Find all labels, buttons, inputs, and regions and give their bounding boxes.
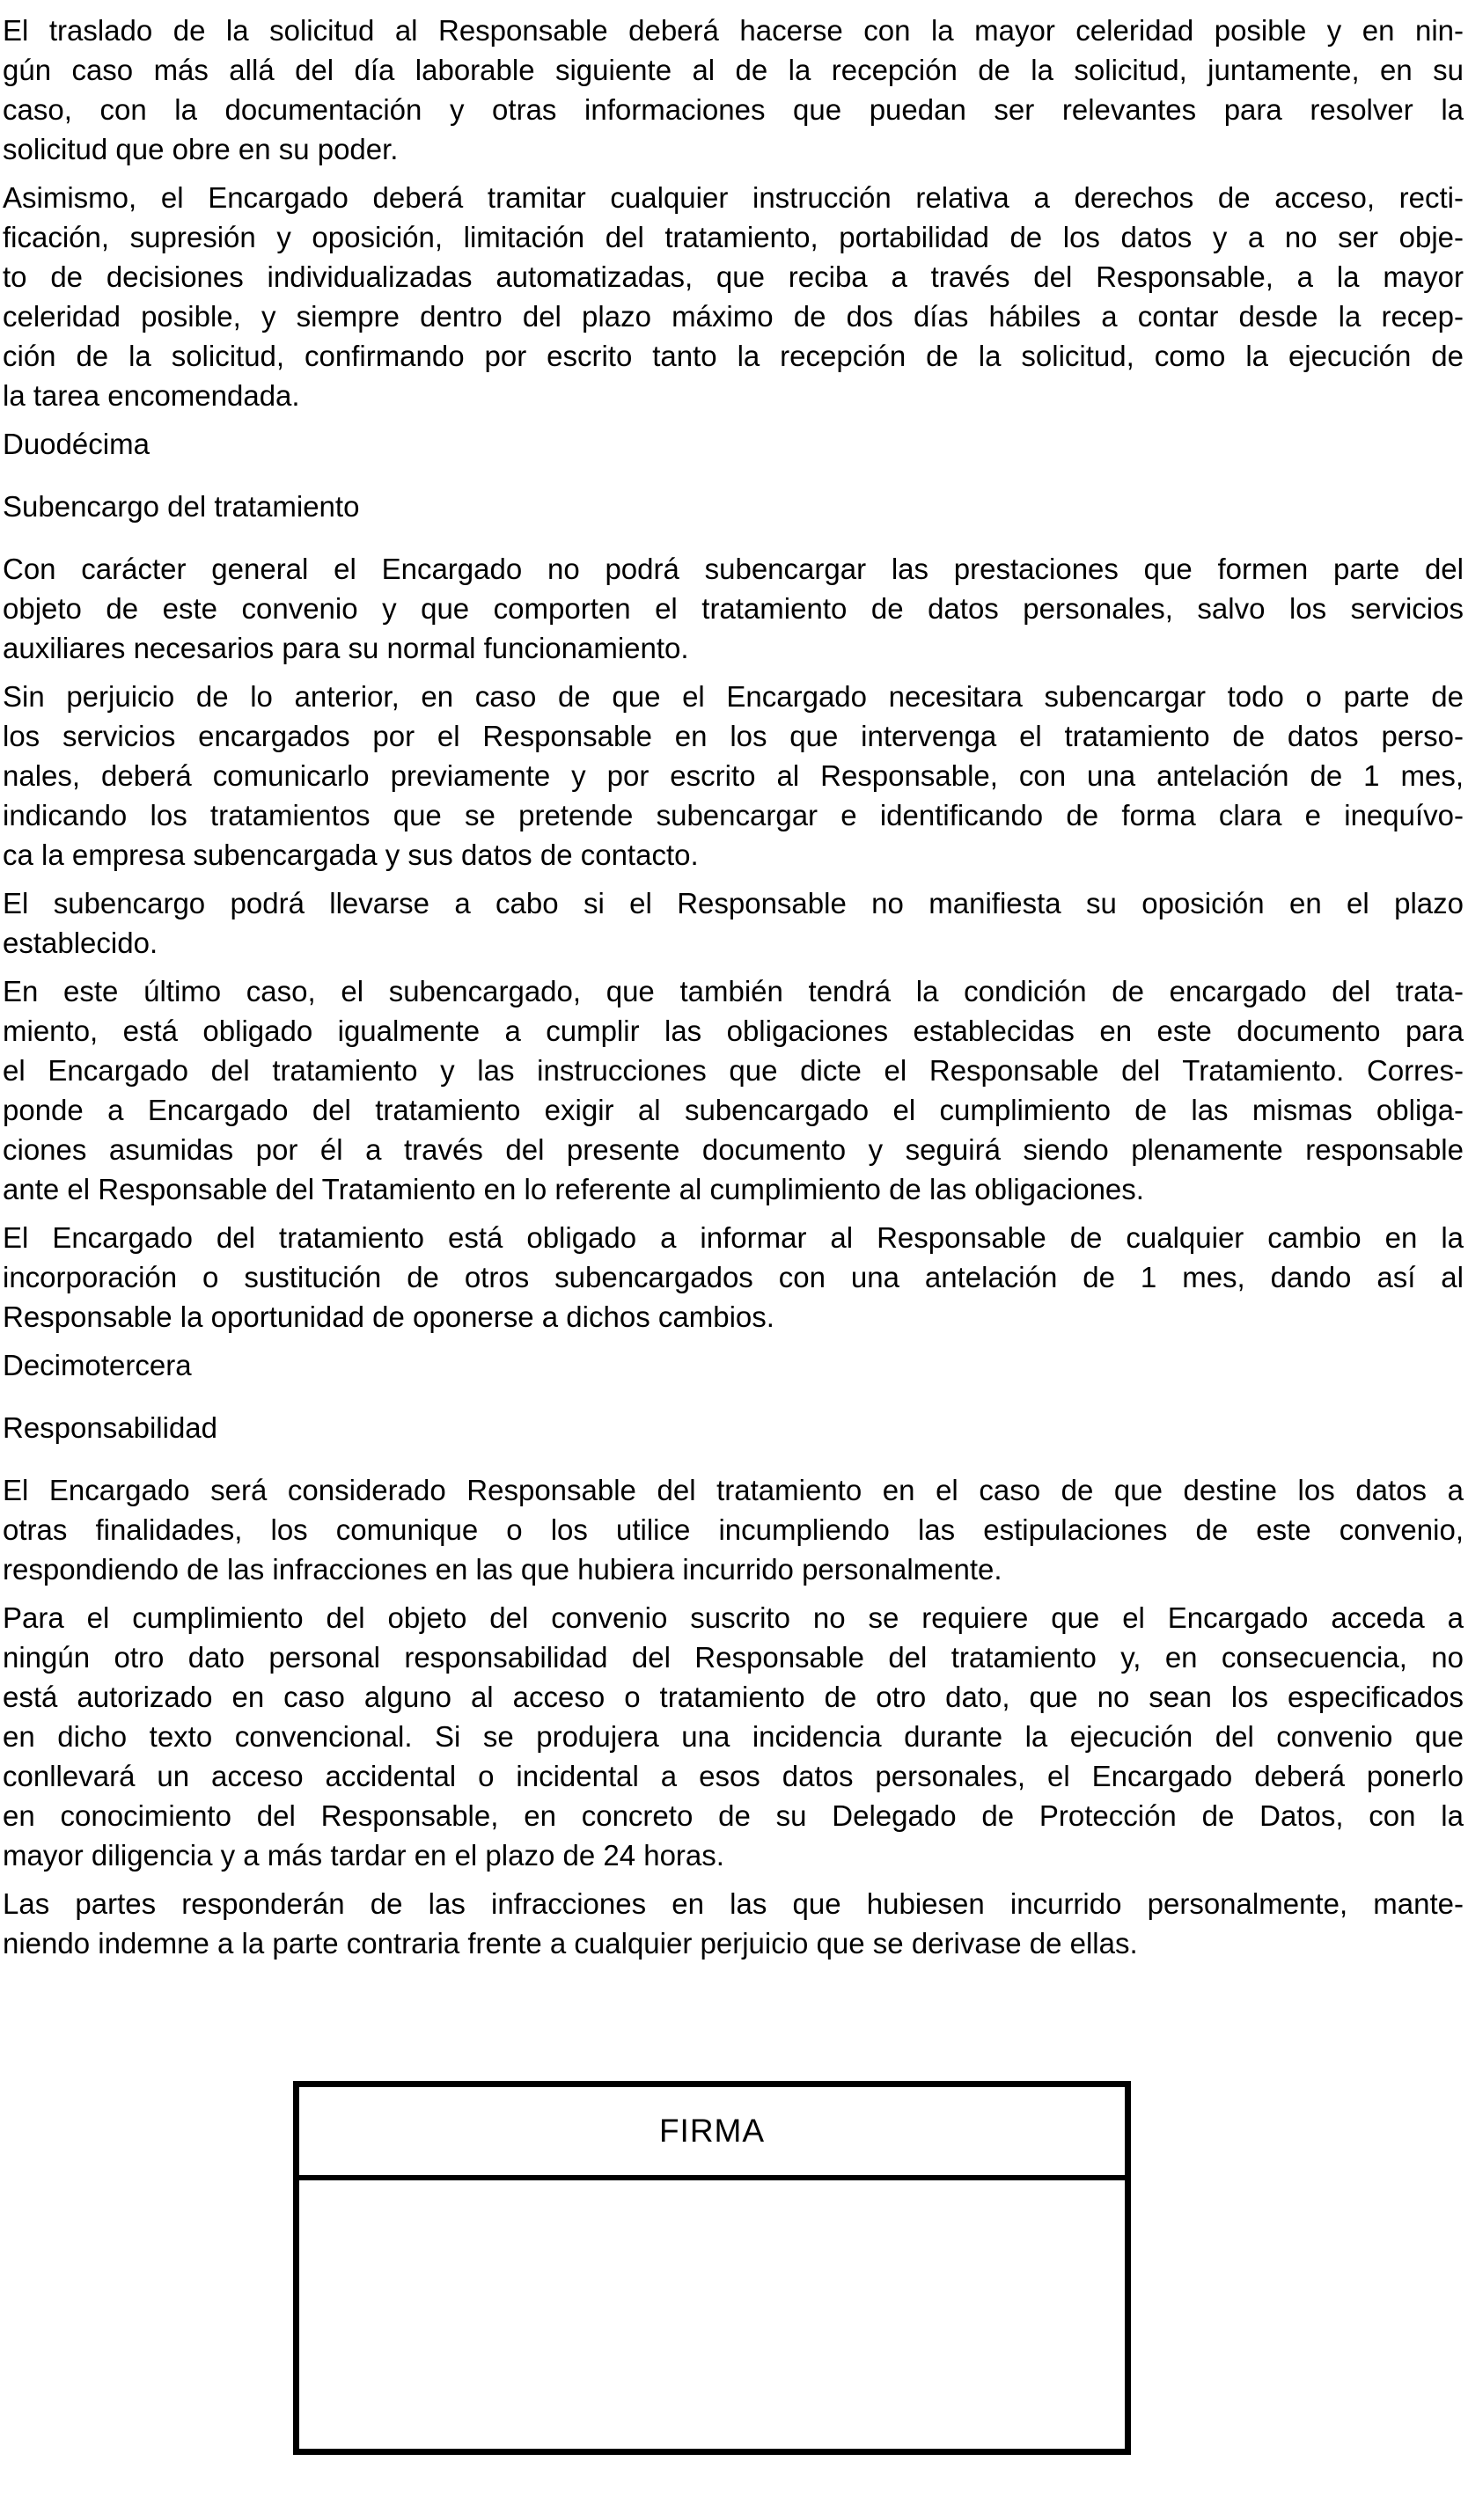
text-line: El Encargado del tratamiento está obligado a informar al Responsable de cualquier cambio en la — [3, 1221, 1464, 1254]
text-line: otras finalidades, los comunique o los utilice incumpliendo las estipulaciones de este convenio, — [3, 1513, 1464, 1546]
signature-table-header-cell — [299, 2087, 1125, 2180]
paragraph — [3, 11, 1464, 169]
text-line: nales, deberá comunicarlo previamente y por escrito al Responsable, con una antelación de 1 mes, — [3, 759, 1464, 792]
text-line: Con carácter general el Encargado no podrá subencargar las prestaciones que formen parte del — [3, 553, 1464, 585]
paragraph — [3, 549, 1464, 668]
text-line: en conocimiento del Responsable, en concreto de su Delegado de Protección de Datos, con la — [3, 1799, 1464, 1832]
signature-header-label: FIRMA — [658, 2113, 766, 2149]
text-line: está autorizado en caso alguno al acceso o tratamiento de otro dato, que no sean los especificados — [3, 1681, 1464, 1713]
text-line: objeto de este convenio y que comporten el tratamiento de datos personales, salvo los servicios — [3, 592, 1464, 625]
paragraph — [3, 1218, 1464, 1337]
paragraph — [3, 1470, 1464, 1589]
signature-table — [293, 2081, 1131, 2455]
text-line: to de decisiones individualizadas automatizadas, que reciba a través del Responsable, a la mayor — [3, 260, 1464, 293]
text-line: gún caso más allá del día laborable siguiente al de la recepción de la solicitud, juntamente, en su — [3, 54, 1464, 86]
text-line: El traslado de la solicitud al Responsable deberá hacerse con la mayor celeridad posible y en nin- — [3, 14, 1464, 47]
paragraph — [3, 178, 1464, 415]
section-heading — [3, 1408, 1464, 1447]
paragraph — [3, 677, 1464, 875]
paragraph — [3, 883, 1464, 963]
text-line: Asimismo, el Encargado deberá tramitar cualquier instrucción relativa a derechos de acceso, recti- — [3, 181, 1464, 214]
paragraph — [3, 971, 1464, 1209]
text-line: ningún otro dato personal responsabilidad del Responsable del tratamiento y, en consecuencia, no — [3, 1641, 1464, 1674]
heading-line: Responsabilidad — [3, 1411, 218, 1444]
text-line: los servicios encargados por el Responsable en los que intervenga el tratamiento de datos perso- — [3, 720, 1464, 752]
section-heading — [3, 424, 1464, 464]
text-line: solicitud que obre en su poder. — [3, 133, 399, 165]
text-line: respondiendo de las infracciones en las que hubiera incurrido personalmente. — [3, 1553, 1002, 1586]
text-line: ción de la solicitud, confirmando por escrito tanto la recepción de la solicitud, como la ejecución de — [3, 340, 1464, 372]
heading-line: Duodécima — [3, 428, 150, 460]
text-line: indicando los tratamientos que se pretende subencargar e identificando de forma clara e inequívo- — [3, 799, 1464, 831]
text-line: ficación, supresión y oposición, limitación del tratamiento, portabilidad de los datos y a no ser obje- — [3, 221, 1464, 253]
text-line: auxiliares necesarios para su normal funcionamiento. — [3, 632, 689, 664]
text-line: ciones asumidas por él a través del presente documento y seguirá siendo plenamente responsable — [3, 1133, 1464, 1166]
text-line: niendo indemne a la parte contraria frente a cualquier perjuicio que se derivase de ellas. — [3, 1927, 1138, 1960]
text-line: conllevará un acceso accidental o incidental a esos datos personales, el Encargado deberá ponerlo — [3, 1760, 1464, 1792]
text-line: El subencargo podrá llevarse a cabo si el Responsable no manifiesta su oposición en el plazo — [3, 887, 1464, 919]
text-line: En este último caso, el subencargado, que también tendrá la condición de encargado del trata- — [3, 975, 1464, 1007]
text-line: Para el cumplimiento del objeto del convenio suscrito no se requiere que el Encargado acceda a — [3, 1601, 1464, 1634]
text-line: ca la empresa subencargada y sus datos de contacto. — [3, 839, 699, 871]
text-line: Sin perjuicio de lo anterior, en caso de que el Encargado necesitara subencargar todo o parte de — [3, 680, 1464, 713]
paragraph — [3, 1884, 1464, 1963]
text-line: incorporación o sustitución de otros subencargados con una antelación de 1 mes, dando así al — [3, 1261, 1464, 1293]
text-line: la tarea encomendada. — [3, 379, 300, 412]
text-line: miento, está obligado igualmente a cumplir las obligaciones establecidas en este documento para — [3, 1015, 1464, 1047]
text-line: Responsable la oportunidad de oponerse a dichos cambios. — [3, 1300, 774, 1333]
section-heading — [3, 487, 1464, 526]
section-heading — [3, 1345, 1464, 1385]
heading-line: Subencargo del tratamiento — [3, 490, 360, 523]
text-line: mayor diligencia y a más tardar en el plazo de 24 horas. — [3, 1839, 724, 1872]
text-line: caso, con la documentación y otras informaciones que puedan ser relevantes para resolver la — [3, 93, 1464, 126]
paragraph — [3, 1598, 1464, 1875]
text-line: el Encargado del tratamiento y las instrucciones que dicte el Responsable del Tratamiento. Corres- — [3, 1054, 1464, 1087]
text-line: Las partes responderán de las infracciones en las que hubiesen incurrido personalmente, mante- — [3, 1887, 1464, 1920]
text-line: celeridad posible, y siempre dentro del plazo máximo de dos días hábiles a contar desde la recep- — [3, 300, 1464, 333]
text-line: en dicho texto convencional. Si se produjera una incidencia durante la ejecución del convenio que — [3, 1720, 1464, 1753]
text-line: establecido. — [3, 927, 158, 959]
text-line: ponde a Encargado del tratamiento exigir al subencargado el cumplimiento de las mismas obliga- — [3, 1094, 1464, 1126]
heading-line: Decimotercera — [3, 1349, 192, 1381]
text-line: El Encargado será considerado Responsable del tratamiento en el caso de que destine los datos a — [3, 1474, 1464, 1506]
signature-area — [299, 2180, 1125, 2449]
text-line: ante el Responsable del Tratamiento en lo referente al cumplimiento de las obligaciones. — [3, 1173, 1144, 1205]
